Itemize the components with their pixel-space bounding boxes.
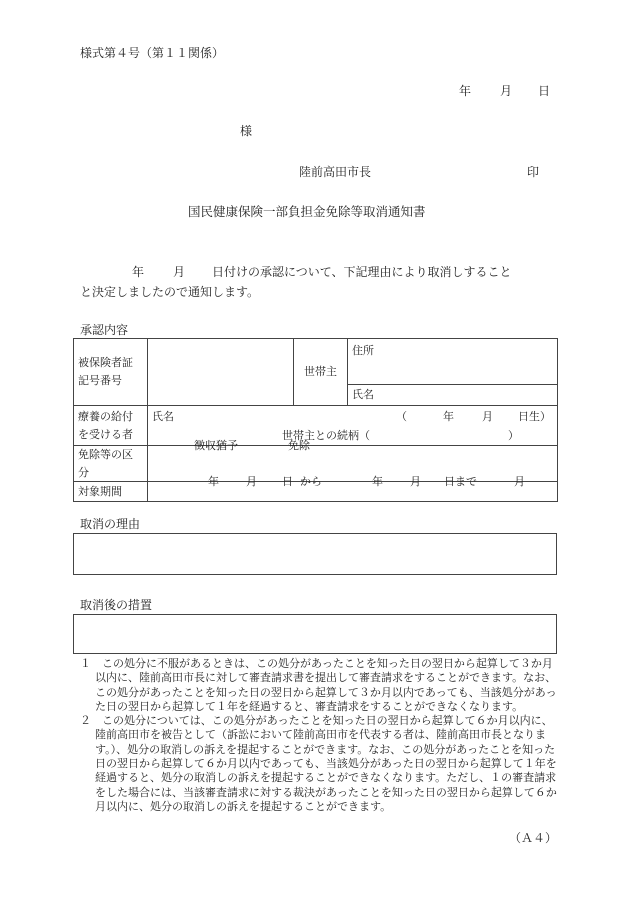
relation-label: 世帯主との続柄（	[282, 429, 370, 442]
period-month-end: 月	[410, 475, 421, 489]
period-until: 日まで	[444, 475, 477, 489]
date-month: 月	[500, 84, 513, 98]
form-number: 様式第４号（第１１関係）	[80, 46, 225, 60]
period-day-start: 日	[282, 475, 293, 489]
measures-box	[73, 614, 557, 654]
issuer-name: 陸前高田市長	[299, 165, 372, 179]
approval-table	[73, 338, 558, 502]
body-month: 月	[173, 265, 186, 279]
category-label: 免除等の区分	[74, 446, 148, 482]
notes-section	[80, 657, 558, 814]
category-option-deferral: 徴収猶予	[194, 439, 238, 452]
period-month-start: 月	[246, 475, 257, 489]
period-year-end: 年	[372, 475, 383, 489]
date-day: 日	[538, 84, 551, 98]
birth-day: 日生）	[518, 410, 551, 423]
recipient-label: 療養の給付 を受ける者	[74, 406, 148, 446]
category-option-exemption: 免除	[288, 439, 310, 452]
householder-label: 世帯主	[294, 339, 348, 406]
period-from: から	[300, 475, 322, 489]
addressee-suffix: 様	[240, 124, 253, 138]
name-cell: 氏名	[348, 385, 558, 406]
body-year: 年	[132, 265, 145, 279]
address-cell: 住所	[348, 339, 558, 385]
reason-box	[73, 533, 557, 575]
insured-number-label: 被保険者証 記号番号	[74, 339, 148, 406]
measures-label: 取消後の措置	[80, 598, 153, 612]
period-cell	[148, 475, 558, 502]
document-title: 国民健康保険一部負担金免除等取消通知書	[188, 204, 426, 219]
date-year: 年	[459, 84, 472, 98]
birth-month: 月	[482, 410, 493, 423]
birth-year: 年	[443, 410, 454, 423]
note-item: ２ この処分については、この処分があったことを知った日の翌日から起算して６か月以内に、陸前高田市を被告として（訴訟において陸前高田市を代表する者は、陸前高田市長となります。）、処分の取消しの訴えを提起することができます。なお、この処分があったことを知った日の翌日から起算して６か月以内であっても、当該処分があった日の翌日から起算して１年を経過すると、処分の取消しの訴えを提起することができなくなります。ただし、１の審査請求をした場合には、当該審査請求に対する裁決があったことを知った日の翌日から起算して６か月以内に、処分の取消しの訴えを提起することができます。	[80, 714, 557, 813]
body-line-2: と決定しましたので通知します。	[80, 285, 260, 299]
insured-number-cell	[148, 339, 294, 406]
body-line-1: 日付けの承認について、下記理由により取消しすること	[212, 265, 512, 279]
seal-mark: 印	[527, 165, 540, 179]
relation-close: ）	[508, 429, 519, 442]
recipient-name-label: 氏名	[152, 410, 174, 423]
period-months: 月	[514, 475, 525, 489]
paper-size: （Ａ４）	[509, 831, 558, 845]
reason-label: 取消の理由	[80, 517, 141, 531]
period-label: 対象期間	[74, 482, 148, 502]
approval-section-label: 承認内容	[80, 323, 129, 337]
period-year-start: 年	[208, 475, 219, 489]
birth-open: （	[396, 410, 407, 423]
note-item: １ この処分に不服があるときは、この処分があったことを知った日の翌日から起算して３か月以内に、陸前高田市長に対して審査請求書を提出して審査請求をすることができます。なお、この処分があったことを知った日の翌日から起算して３か月以内であっても、当該処分があった日の翌日から起算して１年を経過すると、審査請求をすることができなくなります。	[80, 657, 557, 713]
